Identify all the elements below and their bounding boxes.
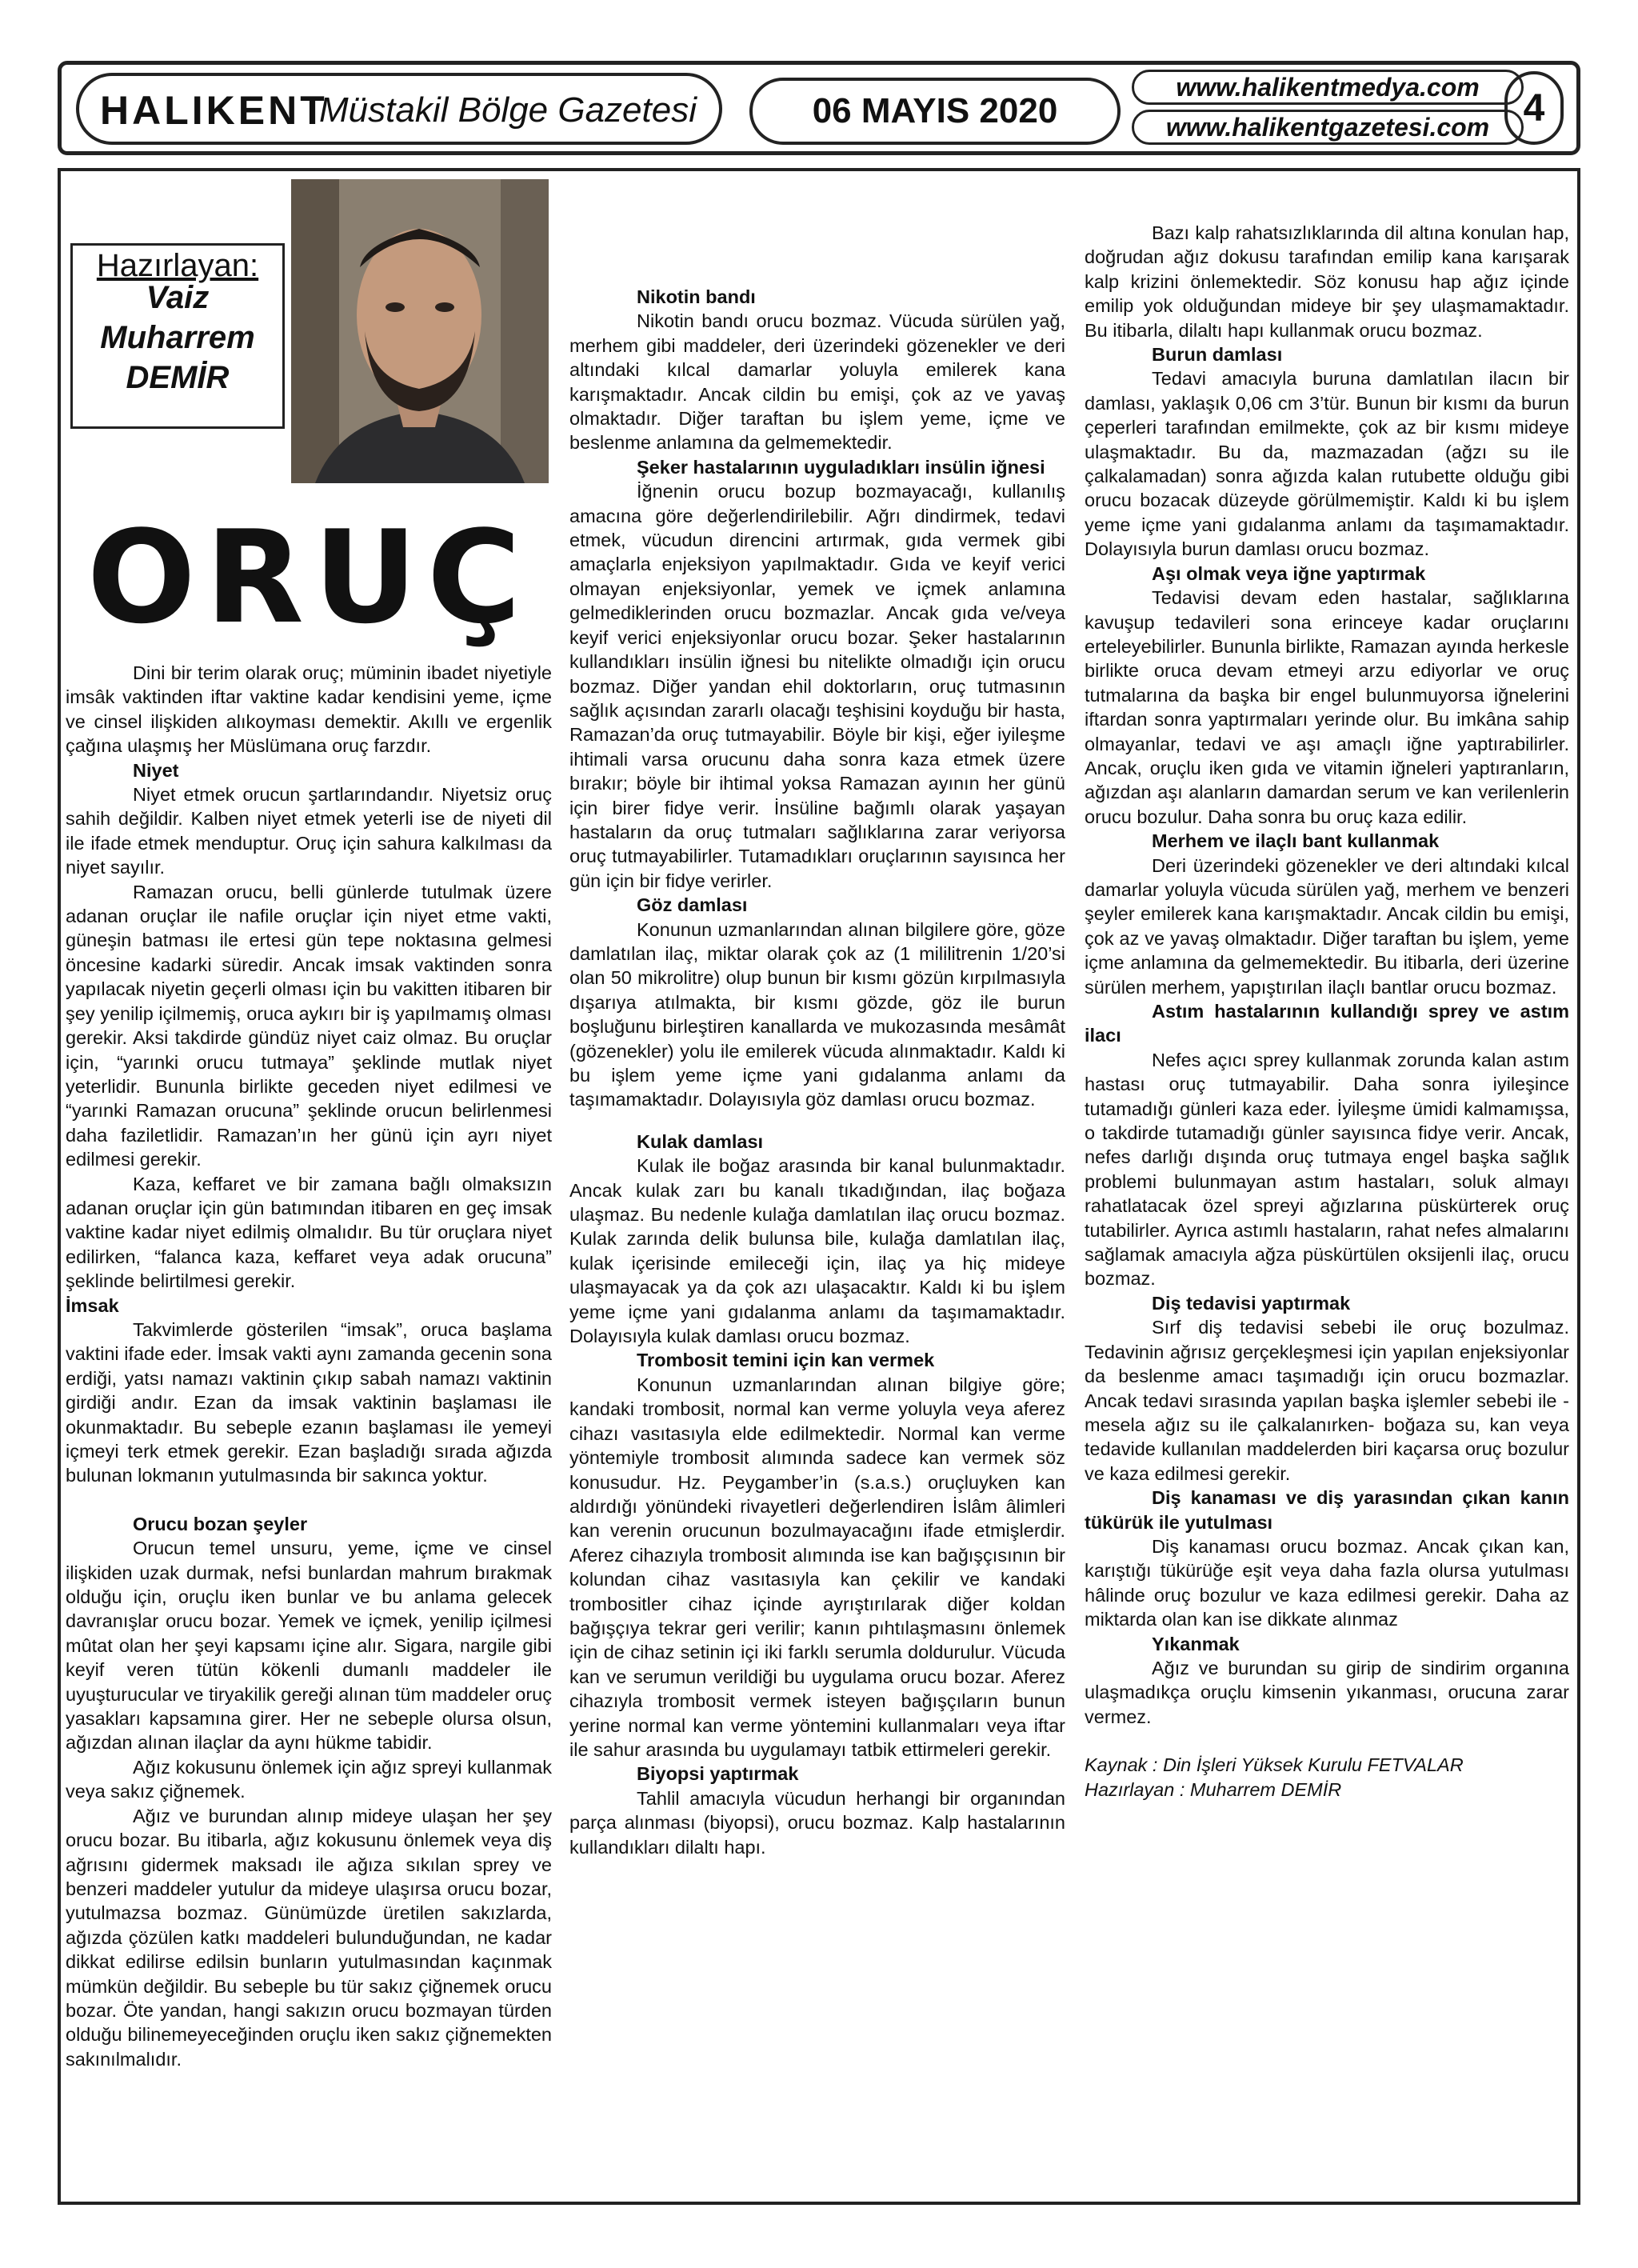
paragraph: Konunun uzmanlarından alınan bilgiye göre; kandaki trombosit, normal kan verme yoluyla veya aferez cihazı vasıtasıyla elde edilmektedir. Normal kan verme yöntemiyle trombosit alımında sadece kan vermek söz konusudur. Hz. Peygamber’in (s.a.s.) oruçluyken kan aldırdığı yönündeki rivayetleri değerlendiren İslâm âlimleri kan verenin orucunun bozulmayacağını ifade etmişlerdir. Aferez cihazıyla trombosit alımında ise kan bağışçısının bir kolundan cihaz vasıtasıyla kan çekilir ve kandaki trombositler cihaz içinde ayrıştırılarak diğer koldan bağışçıya tekrar geri verilir; kanın pıhtılaşmasını önlemek için de cihaz setinin içi iki farklı serumla doldurulur. Vücuda kan ve serumun verildiği bu uygulama orucu bozar. Aferez cihazıyla trombosit vermek isteyen bağışçıların bunun yerine normal kan verme yöntemini kullanmaları veya iftar ile sahur arasında bu uygulamayı tatbik ettirmeleri gerekir. xyxy=(569,1374,1065,1760)
paragraph: Ağız ve burundan alınıp mideye ulaşan her şey orucu bozar. Bu itibarla, ağız kokusunu önlemek veya diş ağrısını gidermek maksadı ile ağıza sıkılan sprey ve benzeri maddeler yutulur da mideye ulaşırsa orucu bozar, yutulmazsa bozmaz. Günümüzde üretilen sakızlarda, ağızda çözülen katkı maddeleri bulunduğundan, ne kadar dikkat edilirse edilsin bunların yutulmasından kaçınmak mümkün değildir. Bu sebeple bu tür sakız çiğnemek orucu bozar. Öte yandan, hangi sakızın orucu bozmayan türden olduğu bilinemeyeceğinden oruçlu iken sakız çiğnemekten sakınılmalıdır. xyxy=(66,1805,552,2070)
section-heading: Orucu bozan şeyler xyxy=(133,1513,308,1534)
section-heading: Aşı olmak veya iğne yaptırmak xyxy=(1152,562,1426,584)
paragraph: Kulak ile boğaz arasında bir kanal bulunmaktadır. Ancak kulak zarı bu kanalı tıkadığından, ilaç boğaza ulaşmaz. Bu nedenle kulağa damlatılan ilaç orucu bozmaz. Kulak zarında delik bulunsa bile, kulağa damlatılan ilaç, kulak içerisinde emileceği için, ilaç ya hiç mideye ulaşmayacak ya da çok azı ulaşacaktır. Kaldı ki bu işlem yeme içme yani gıdalanma anlamı da taşımamaktadır. Dolayısıyla kulak damlası orucu bozmaz. xyxy=(569,1155,1065,1347)
column-1 xyxy=(66,179,552,2071)
paragraph: Sırf diş tedavisi sebebi ile oruç bozulmaz. Tedavinin ağrısız gerçekleşmesi için yapılan enjeksiyonlar da beslenme amacı taşımadığı için orucu bozmazlar. Ancak tedavi sırasında yapılan başka işlemler sebebi ile -mesela ağız su ile çalkalanırken- boğaza su, kan veya tedavide kullanılan maddelerden biri kaçarsa oruç bozulur ve kaza edilmesi gerekir. xyxy=(1085,1317,1569,1484)
intro-paragraph: Dini bir terim olarak oruç; müminin ibadet niyetiyle imsâk vaktinden iftar vaktine kadar kendisini yeme, içme ve cinsel ilişkiden alıkoyması demektir. Akıllı ve ergenlik çağına ulaşmış her Müslümana oruç farzdır. xyxy=(66,662,552,757)
section-heading: Kulak damlası xyxy=(637,1130,764,1152)
section-heading: Nikotin bandı xyxy=(637,286,756,307)
paragraph: Ramazan orucu, belli günlerde tutulmak üzere adanan oruçlar ile nafile oruçlar için niyet etme vakti, güneşin batması ile ertesi gün tepe noktasına gelmesi öncesine kadarki süredir. Ancak imsak vaktinden sonra yapılacak niyetin geçerli olması için bu vakitten itibaren bir şey yenilip içilmemiş, oruca aykırı bir iş yapılmamış olması gerekir. Aksi takdirde gündüz niyet caiz olmaz. Bu oruçlar için, “yarınki orucu tutmaya” şeklinde mutlak niyet yeterlidir. Bununla birlikte geceden niyet edilmesi ve “yarınki Ramazan orucuna” şeklinde orucun belirlenmesi daha faziletlidir. Ramazan’ın her günü için ayrı niyet edilmesi gerekir. xyxy=(66,881,552,1170)
section-heading: Diş tedavisi yaptırmak xyxy=(1152,1292,1351,1314)
section-heading: Biyopsi yaptırmak xyxy=(637,1763,799,1785)
section-heading: Burun damlası xyxy=(1152,344,1283,366)
paragraph: Ağız kokusunu önlemek için ağız spreyi kullanmak veya sakız çiğnemek. xyxy=(66,1756,552,1802)
section-heading: Şeker hastalarının uyguladıkları insülin iğnesi xyxy=(637,456,1045,478)
section-heading: Merhem ve ilaçlı bant kullanmak xyxy=(1152,830,1440,852)
author-box xyxy=(66,179,552,483)
author-line-3: DEMİR xyxy=(126,360,230,396)
section-heading: İmsak xyxy=(66,1294,119,1316)
author-credit-line: Hazırlayan : Muharrem DEMİR xyxy=(1085,1778,1342,1800)
brand-name: HALIKENT xyxy=(100,88,328,133)
section-heading: Diş kanaması ve diş yarasından çıkan kanın tükürük ile yutulması xyxy=(1085,1487,1569,1533)
column-3 xyxy=(1085,179,1569,1802)
paragraph: Orucun temel unsuru, yeme, içme ve cinsel ilişkiden uzak durmak, nefsi bunlardan mahrum bırakmak olduğu için, oruçlu iken bunlar ve bu anlama gelecek davranışlar orucu bozar. Yemek ve içmek, yenilip içilmesi mûtat olan her şeyi kapsamı içine alır. Sigara, nargile gibi keyif veren tütün kökenli dumanlı maddeler ile uyuşturucular ve tiryakilik gereği alınan tüm maddeler oruç yasakları kapsamına girer. Her ne sebeple olursa olsun, ağızdan alınan ilaçlar da aynı hükme tabidir. xyxy=(66,1538,552,1754)
section-heading: Trombosit temini için kan vermek xyxy=(637,1350,935,1371)
author-card xyxy=(70,243,285,429)
paragraph: Tedavisi devam eden hastalar, sağlıklarına kavuşup tedavileri sona erinceye kadar oruçlarını erteleyebilirler. Bununla birlikte, Ramazan ayında herkesle birlikte oruca devam etmeyi arzu ediyorlar ve oruç tutmalarına da başka bir engel bulunmuyorsa iğnelerini iftardan sonra yaptırmaları yerinde olur. Bu imkâna sahip olmayanlar, tedavi ve aşı amaçlı iğne yaptırabilirler. Ancak, oruçlu iken gıda ve vitamin iğneleri yaptıranların, ağızdan aşı alanların damardan serum ve kan verilenlerin orucu bozulur. Daha sonra bu oruç kaza edilir. xyxy=(1085,587,1569,827)
source-note xyxy=(1085,1753,1569,1802)
paragraph: Kaza, keffaret ve bir zamana bağlı olmaksızın adanan oruçlar için gün batımından itibaren en geç imsak vaktine kadar niyet edilmiş olmalıdır. Bu tür oruçlara niyet edilirken, “falanca kaza, keffaret veya adak orucuna” şeklinde belirtilmesi gerekir. xyxy=(66,1173,552,1292)
paragraph: Takvimlerde gösterilen “imsak”, oruca başlama vaktini ifade eder. İmsak vakti aynı zamanda gecenin sona erdiği, yatsı namazı vaktinin çıkıp sabah namazı vaktinin girdiği andır. Ezan da imsak vaktinin başlaması ile okunmaktadır. Bu sebeple ezanın başlaması ile yemeyi içmeyi terk etmek gerekir. Ezan başladığı sırada ağızda bulunan lokmanın yutulmasında bir sakınca yoktur. xyxy=(66,1318,552,1486)
paragraph: Tedavi amacıyla buruna damlatılan ilacın bir damlası, yaklaşık 0,06 cm 3’tür. Bunun bir kısmı da burun çeperleri tarafından emilmekte, çok az bir kısmı mideye ulaşmaktadır. Bu da, mazmazadan (ağzı su ile çalkalamadan) sonra ağızda kalan rutubette olduğu gibi orucu bozacak düzeyde görülmemiştir. Kaldı ki bu işlem yeme içme yani gıdalanma anlamı da taşımamaktadır. Dolayısıyla burun damlası orucu bozmaz. xyxy=(1085,368,1569,560)
paragraph: Deri üzerindeki gözenekler ve deri altındaki kılcal damarlar yoluyla vücuda sürülen yağ, merhem ve benzeri şeyler emilerek kana karışmaktadır. Ancak cildin bu emişi, çok az ve yavaş olmaktadır. Diğer taraftan bu işlem, yeme içme anlamına da gelmemektedir. Bu itibarla, deri üzerine sürülen merhem, yapıştırılan ilaçlı bantlar orucu bozmaz. xyxy=(1085,854,1569,998)
paragraph: Bazı kalp rahatsızlıklarında dil altına konulan hap, doğrudan ağız dokusu tarafından emilip kana karışarak kalp krizini önlemektedir. Söz konusu hap ağız içinde emilip yok olduğundan mideye bir şey ulaşmamaktadır. Bu itibarla, dilaltı hapı kullanmak orucu bozmaz. xyxy=(1085,222,1569,341)
source-line: Kaynak : Din İşleri Yüksek Kurulu FETVALAR xyxy=(1085,1754,1464,1776)
paragraph: Niyet etmek orucun şartlarındandır. Niyetsiz oruç sahih değildir. Kalben niyet etmek yeterli ise de niyeti dil ile ifade etmek menduptur. Oruç için sahura kalkılması da niyet sayılır. xyxy=(66,784,552,878)
author-label: Hazırlayan: xyxy=(96,248,259,283)
paragraph: Nefes açıcı sprey kullanmak zorunda kalan astım hastası oruç tutmayabilir. Daha sonra iyileşince tutamadığı günleri kaza eder. İyileşme ümidi kalmamışsa, o takdirde tutamadığı günler sayısınca fidye verir. Ancak, nefes darlığı dışında oruç tutmaya engel başka sağlık problemi bulunmayan astım hastaları, soluk almayı rahatlatacak özel spreyi ağızlarına püskürterek oruç tutabilirler. Ayrıca astımlı hastaların, rahat nefes almalarını sağlamak amacıyla ağza püskürtülen oksijenli ilaç, orucu bozmaz. xyxy=(1085,1049,1569,1290)
page-number: 4 xyxy=(1504,71,1564,145)
paragraph: Diş kanaması orucu bozmaz. Ancak çıkan kan, karıştığı tükürüğe eşit veya daha fazla olursa yutulması hâlinde oruç bozulur ve kaza edilmesi gerekir. Daha az miktarda olan kan ise dikkate alınmaz xyxy=(1085,1535,1569,1630)
brand-subtitle: Müstakil Bölge Gazetesi xyxy=(319,90,697,130)
article-title: ORUÇ xyxy=(86,502,531,652)
paragraph: Nikotin bandı orucu bozmaz. Vücuda sürülen yağ, merhem gibi maddeler, deri üzerindeki gözenekler ve deri altındaki kılcal damarlar yoluyla emilerek kana karışmaktadır. Ancak cildin bu emişi, çok az ve yavaş olmaktadır. Diğer taraftan bu işlem yeme, içme ve beslenme anlamına da gelmemektedir. xyxy=(569,310,1065,454)
author-line-1: Vaiz xyxy=(146,280,210,316)
paragraph: Tahlil amacıyla vücudun herhangi bir organından parça alınması (biyopsi), orucu bozmaz. Kalp hastalarının kullandıkları dilaltı hapı. xyxy=(569,1787,1065,1858)
author-line-2: Muharrem xyxy=(100,320,255,356)
masthead xyxy=(58,61,1580,155)
section-heading: Yıkanmak xyxy=(1152,1633,1240,1654)
section-heading: Astım hastalarının kullandığı sprey ve astım ilacı xyxy=(1085,1001,1569,1046)
paragraph: Konunun uzmanlarından alınan bilgilere göre, göze damlatılan ilaç, miktar olarak çok az (1 mililitrenin 1/20’si olan 50 mikrolitre) olup bunun bir kısmı gözün kırpılmasıyla dışarıya atılmakta, bir kısmı gözde, göz ile burun boşluğunu birleştiren kanallarda ve mukozasında mesâmât (gözenekler) yolu ile emilerek vücuda alınmaktadır. Kaldı ki bu işlem yeme içme yani gıdalanma anlamı da taşımamaktadır. Dolayısıyla göz damlası orucu bozmaz. xyxy=(569,918,1065,1110)
website-link-1[interactable]: www.halikentmedya.com xyxy=(1132,70,1524,105)
title-box xyxy=(76,73,722,145)
column-2 xyxy=(569,179,1065,1859)
section-heading: Niyet xyxy=(133,759,179,781)
author-photo xyxy=(291,179,549,483)
website-link-2[interactable]: www.halikentgazetesi.com xyxy=(1132,110,1524,145)
paragraph: İğnenin orucu bozup bozmayacağı, kullanılış amacına göre değerlendirilebilir. Ağrı dindirmek, tedavi etmek, vücudun direncini artırmak, gıda vermek gibi amaçlarla enjeksiyon yapılmaktadır. Gıda ve keyif verici olmayan enjeksiyonlar, yemek ve içmek anlamına gelmediklerinden orucu bozmazlar. Ancak gıda ve/veya keyif verici enjeksiyonlar orucu bozar. Şeker hastalarının kullandıkları insülin iğnesi bu nitelikte olmadığı için orucu bozmaz. Diğer yandan ehil doktorların, oruç tutmasının sağlık açısından zararlı olacağı teşhisini koyduğu bir hasta, Ramazan’da oruç tutmayabilir. Böyle bir kişi, eğer iyileşme ihtimali varsa orucunu daha sonra kaza etmek üzere bırakır; böyle bir ihtimal yoksa Ramazan ayının her günü için birer fidye verir. İnsüline bağımlı olarak yaşayan hastaların da oruç tutmaları sağlıklarına zarar veriyorsa oruç tutmayabilirler. Tutamadıkları oruçlarının sayısınca her gün için bir fidye verirler. xyxy=(569,481,1065,891)
paragraph: Ağız ve burundan su girip de sindirim organına ulaşmadıkça oruçlu kimsenin yıkanması, orucuna zarar vermez. xyxy=(1085,1657,1569,1727)
section-heading: Göz damlası xyxy=(637,894,748,916)
issue-date: 06 MAYIS 2020 xyxy=(749,78,1121,145)
